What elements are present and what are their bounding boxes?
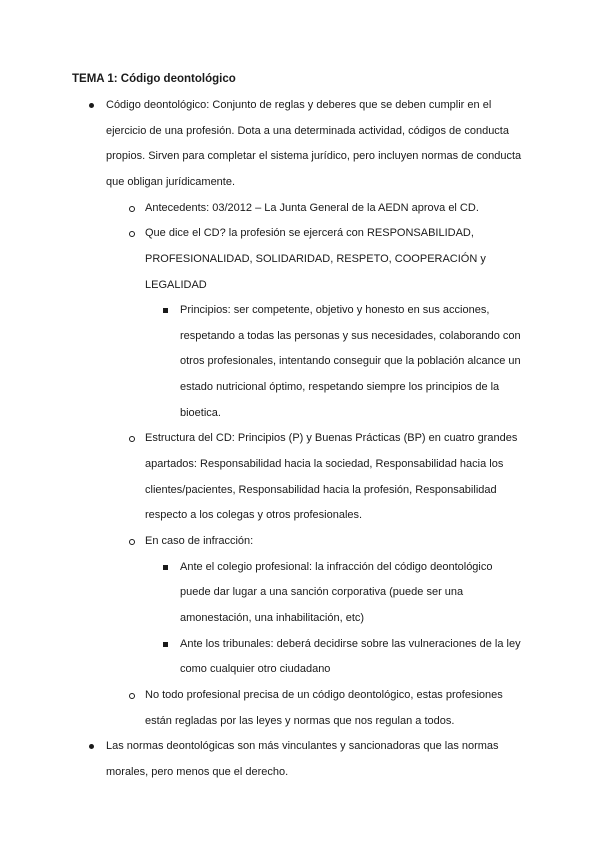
list-item-line: puede dar lugar a una sanción corporativa (puede ser una — [180, 586, 464, 599]
list-item-line: estado nutricional óptimo, respetando siempre los principios de la — [180, 381, 500, 394]
list-item-line: Código deontológico: Conjunto de reglas y deberes que se deben cumplir en el — [106, 99, 492, 111]
list-item-line: Ante los tribunales: deberá decidirse sobre las vulneraciones de la ley — [180, 637, 521, 650]
bullet-marker — [163, 302, 168, 313]
bullet-marker — [163, 559, 168, 570]
list-item-line: En caso de infracción: — [145, 534, 254, 547]
list-item-line: propios. Sirven para completar el sistema jurídico, pero incluyen normas de conducta — [106, 150, 522, 163]
list-item-line: que obligan jurídicamente. — [106, 175, 236, 188]
list-item-line: Antecedents: 03/2012 – La Junta General de la AEDN aprova el CD. — [145, 201, 479, 214]
document-title: TEMA 1: Código deontológico — [72, 73, 236, 85]
bullet-marker — [163, 636, 168, 647]
list-item-line: morales, pero menos que el derecho. — [106, 765, 289, 778]
list-item-line: otros profesionales, intentando conseguir que la población alcance un — [180, 355, 521, 368]
list-item-line: Las normas deontológicas son más vinculantes y sancionadoras que las normas — [106, 740, 499, 753]
list-item-line: LEGALIDAD — [145, 278, 207, 291]
list-item-line: apartados: Responsabilidad hacia la sociedad, Responsabilidad hacia los — [145, 458, 504, 470]
list-item-line: bioetica. — [180, 406, 221, 419]
bullet-marker — [129, 533, 135, 545]
list-item-line: como cualquier otro ciudadano — [180, 663, 331, 676]
bullet-marker — [89, 97, 94, 108]
bullet-marker — [129, 200, 135, 212]
list-item-line: PROFESIONALIDAD, SOLIDARIDAD, RESPETO, COOPERACIÓN y — [145, 252, 486, 265]
list-item-line: amonestación, una inhabilitación, etc) — [180, 611, 365, 624]
list-item-line: Estructura del CD: Principios (P) y Buenas Prácticas (BP) en cuatro grandes — [145, 432, 518, 445]
list-item-line: respecto a los colegas y otros profesionales. — [145, 509, 363, 522]
list-item-line: están regladas por las leyes y normas que nos regulan a todos. — [145, 714, 455, 727]
list-item-line: Ante el colegio profesional: la infracción del código deontológico — [180, 560, 493, 573]
list-item-line: clientes/pacientes, Responsabilidad hacia la profesión, Responsabilidad — [145, 483, 497, 496]
list-item-line: Principios: ser competente, objetivo y honesto en sus acciones, — [180, 304, 490, 317]
list-item-line: No todo profesional precisa de un código deontológico, estas profesiones — [145, 689, 503, 701]
bullet-marker — [89, 738, 94, 749]
list-item-line: Que dice el CD? la profesión se ejercerá con RESPONSABILIDAD, — [145, 227, 474, 240]
list-item-line: ejercicio de una profesión. Dota a una determinada actividad, códigos de conducta — [106, 124, 509, 137]
bullet-marker — [129, 430, 135, 442]
list-item-line: respetando a todas las personas y sus necesidades, colaborando con — [180, 329, 521, 342]
bullet-marker — [129, 687, 135, 699]
bullet-marker — [129, 225, 135, 237]
